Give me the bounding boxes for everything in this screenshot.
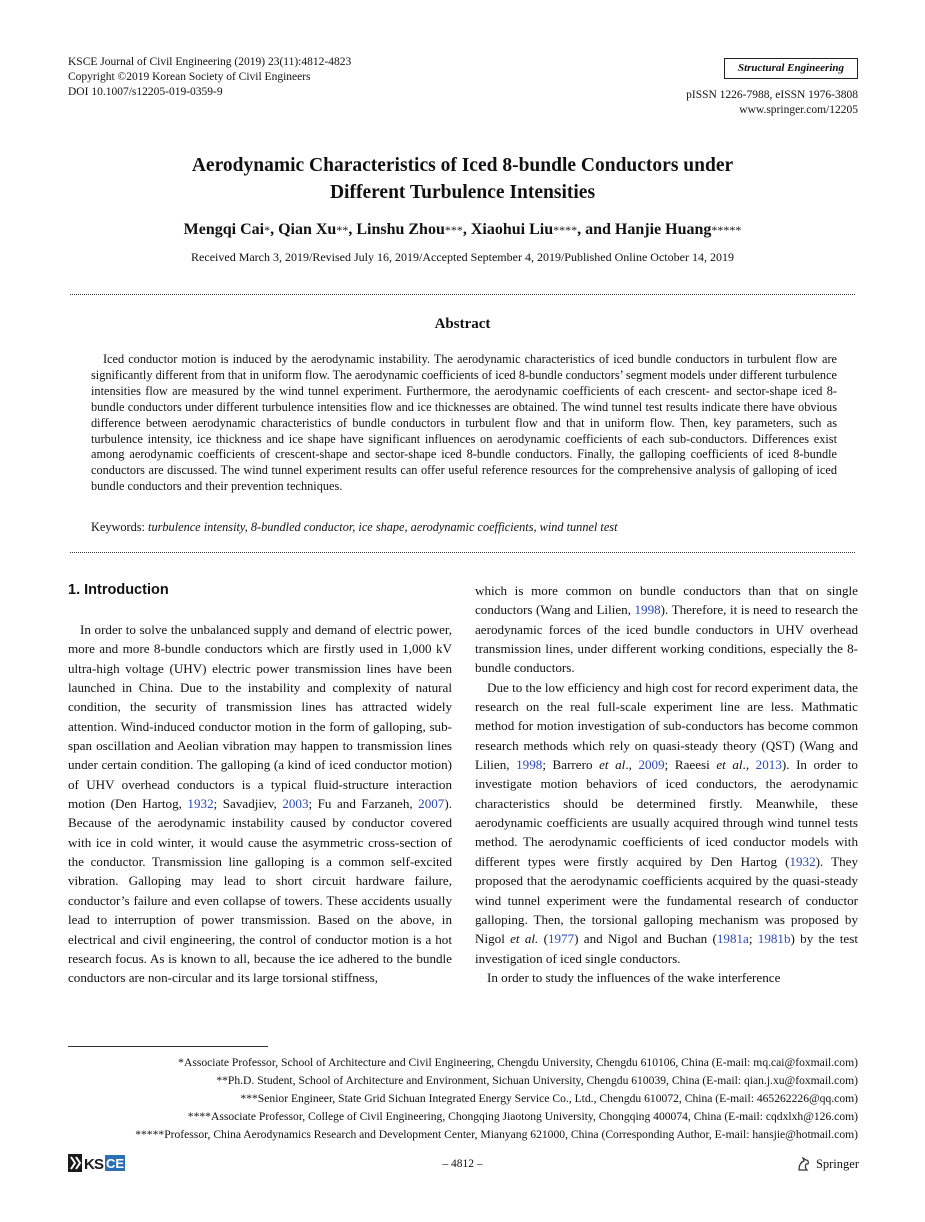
footnote: *Associate Professor, School of Architecture and Civil Engineering, Chengdu University, Chengdu 610106, China (E-mail: mq.cai@foxmail.com) [178, 1056, 858, 1069]
text-run: ). Therefore, it is need to research the aerodynamic forces of the iced bundle conductors in UHV overhead transmission lines, under different working conditions, especially the 8-bundle conductors. [475, 602, 858, 676]
citation-link[interactable]: 1977 [547, 931, 575, 947]
et-al: et al [716, 757, 743, 773]
section-heading: 1. Introduction [68, 582, 169, 598]
citation-link[interactable]: 1981b [757, 931, 791, 947]
text-run: ). Because of the aerodynamic instability caused by conductor covered with ice in cold winter, it would cause the asymmetric cross-section of the conductor. Transmission line galloping is a common self-excited vibration. Galloping may lead to short circuit hardware failure, conductor’s failure and even collapse of towers. These accidents usually lead to interruption of power transmission. Based on the above, in electrical and civil engineering, the control of conductor motion is a hot research focus. As is known to all, because the ice adhered to the bundle conductors are non-circular and its large torsional stiffness, [68, 796, 452, 986]
text-run: ). They proposed that the aerodynamic coefficients acquired by the quasi-steady wind tunnel experiment were the fundamental research of conductor galloping. Then, the torsional galloping mechanism was proposed by Nigol [475, 853, 858, 947]
footnote: ***Senior Engineer, State Grid Sichuan Integrated Energy Service Co., Ltd., Chengdu 610072, China (E-mail: 465262226@qq.com) [240, 1092, 858, 1105]
doi-line: DOI 10.1007/s12205-019-0359-9 [68, 86, 223, 98]
et-al: et al. [510, 931, 539, 947]
author-mark: * [264, 223, 271, 237]
svg-text:K: K [84, 1156, 95, 1172]
text-run: ) and Nigol and Buchan ( [574, 931, 717, 947]
received-dates: Received March 3, 2019/Revised July 16, 2019/Accepted September 4, 2019/Published Online October 14, 2019 [191, 250, 734, 264]
springer-wordmark: Springer [815, 1156, 859, 1171]
text-run: ( [538, 931, 548, 947]
text-run: ., [625, 757, 639, 773]
author-name: Mengqi Cai [183, 221, 265, 238]
category-badge: Structural Engineering [724, 58, 858, 79]
abstract-text: Iced conductor motion is induced by the aerodynamic instability. The aerodynamic characteristics of iced bundle conductors in turbulent flow are significantly different from that in uniform flow. The aerodynamic coefficients of iced 8-bundle conductors’ segment models under different turbulence intensities flow are measured by the wind tunnel experiment. Furthermore, the aerodynamic coefficients of each crescent- and sector-shape iced 8-bundle conductors under different turbulence intensities flow and ice thicknesses are obtained. The wind tunnel test results indicate there have obvious difference between aerodynamic characteristics of bundle conductors in turbulent flow and that in uniform flow. Then, key parameters, such as turbulence intensity, ice thickness and ice shape have significant influences on aerodynamic coefficients of each sub-conductors. Differences exist among aerodynamic coefficients of crescent-shape and sector-shape iced 8-bundle conductors. Finally, the galloping coefficients of iced 8-bundle conductors are discussed. The wind tunnel experiment results can offer useful reference resources for the comprehensive analysis of galloping of iced bundle conductors and their prevention techniques. [91, 352, 837, 494]
svg-text:CE: CE [106, 1156, 125, 1171]
springer-horse-icon [796, 1156, 812, 1172]
title-line-2: Different Turbulence Intensities [329, 182, 596, 203]
copyright-line: Copyright ©2019 Korean Society of Civil Engineers [68, 71, 311, 83]
author-name: Hanjie Huang [614, 221, 712, 238]
body-column-left [68, 620, 452, 988]
journal-citation: KSCE Journal of Civil Engineering (2019) 23(11):4812-4823 [68, 56, 352, 68]
author-mark: *** [444, 223, 463, 237]
et-al: et al [599, 757, 626, 773]
author-name: Xiaohui Liu [470, 221, 554, 238]
text-run: Due to the low efficiency and high cost for record experiment data, the research on the real full-scale experiment line are less. Mathmatic method for motion investigation of sub-conductors has become common research methods which rely on quasi-steady theory (QST) (Wang and Lilien, [475, 679, 858, 773]
paragraph [475, 581, 858, 678]
author-mark: **** [553, 223, 578, 237]
footnote: **Ph.D. Student, School of Architecture and Environment, Sichuan University, Chengdu 610039, China (E-mail: qian.j.xu@foxmail.com) [216, 1074, 858, 1087]
footnotes [40, 1054, 858, 1144]
footnote: ****Associate Professor, College of Civil Engineering, Chongqing Jiaotong University, Chongqing 400074, China (E-mail: cqdxlxh@126.com) [187, 1110, 858, 1123]
svg-text:S: S [94, 1156, 105, 1172]
text-run: ; Barrero [542, 757, 600, 773]
paragraph [475, 678, 858, 968]
body-column-right [475, 581, 858, 987]
citation-link[interactable]: 1998 [516, 757, 543, 773]
journal-header [68, 55, 351, 100]
text-run: ., [742, 757, 756, 773]
text-run: ). In order to investigate motion behaviors of iced conductors, the aerodynamic characteristics should be determined firstly. Meanwhile, these aerodynamic coefficients are usually acquired through wind tunnel tests method. The aerodynamic coefficients of iced conductor models with different types were firstly acquired by Den Hartog ( [475, 757, 858, 869]
text-run: ; Fu and Farzaneh, [308, 796, 419, 812]
keywords-label: Keywords: [91, 520, 149, 534]
author-separator: , [348, 221, 357, 238]
keywords-list: turbulence intensity, 8-bundled conductor, ice shape, aerodynamic coefficients, wind tunnel test [148, 520, 618, 534]
title-line-1: Aerodynamic Characteristics of Iced 8-bundle Conductors under [191, 155, 734, 176]
author-separator: , and [577, 221, 615, 238]
citation-link[interactable]: 2003 [282, 796, 309, 812]
divider-top [70, 294, 855, 295]
page-footer [0, 1154, 925, 1178]
author-mark: ** [336, 223, 349, 237]
text-run: ; Savadjiev, [213, 796, 283, 812]
text-run: ; Raeesi [664, 757, 717, 773]
page-number: – 4812 – [442, 1158, 483, 1170]
keywords [91, 520, 837, 535]
divider-bottom [70, 552, 855, 553]
text-run: ) by the test investigation of iced single conductors. [475, 931, 858, 966]
journal-url: www.springer.com/12205 [739, 104, 858, 116]
citation-link[interactable]: 1981a [716, 931, 749, 947]
abstract-heading: Abstract [434, 316, 491, 332]
text-run: ; [748, 931, 758, 947]
paragraph [68, 620, 452, 988]
citation-link[interactable]: 2007 [418, 796, 445, 812]
author-name: Qian Xu [278, 221, 337, 238]
springer-logo [796, 1156, 859, 1172]
journal-meta [638, 58, 858, 118]
paper-title [60, 152, 865, 206]
footnote-rule [68, 1046, 268, 1047]
author-separator: , [462, 221, 471, 238]
text-run: In order to solve the unbalanced supply and demand of electric power, more and more 8-bundle conductors which are firstly used in 1,000 kV ultra-high voltage (UHV) electric power transmission lines have been launched in China. Due to the instability and complexity of natural condition, the security of transmission lines has attracted widely attention. Wind-induced conductor motion in the form of galloping, sub-span oscillation and Aeolian vibration may happen to transmission lines under certain condition. The galloping (a kind of iced conductor motion) of UHV overhead conductors is a typical fluid-structure interaction motion (Den Hartog, [68, 622, 452, 812]
text-run: which is more common on bundle conductors than that on single conductors (Wang and Lilien, [475, 583, 858, 618]
citation-link[interactable]: 2013 [755, 757, 782, 773]
citation-link[interactable]: 1932 [789, 853, 816, 869]
author-list [60, 221, 865, 239]
author-separator: , [270, 221, 279, 238]
citation-link[interactable]: 1932 [187, 796, 214, 812]
footnote: *****Professor, China Aerodynamics Research and Development Center, Mianyang 621000, China (Corresponding Author, E-mail: hansjie@hotmail.com) [135, 1128, 858, 1141]
paragraph: In order to study the influences of the wake interference [487, 969, 781, 985]
citation-link[interactable]: 1998 [634, 602, 661, 618]
issn-line: pISSN 1226-7988, eISSN 1976-3808 [686, 89, 858, 101]
citation-link[interactable]: 2009 [638, 757, 665, 773]
author-name: Linshu Zhou [356, 221, 445, 238]
author-mark: ***** [711, 223, 742, 237]
